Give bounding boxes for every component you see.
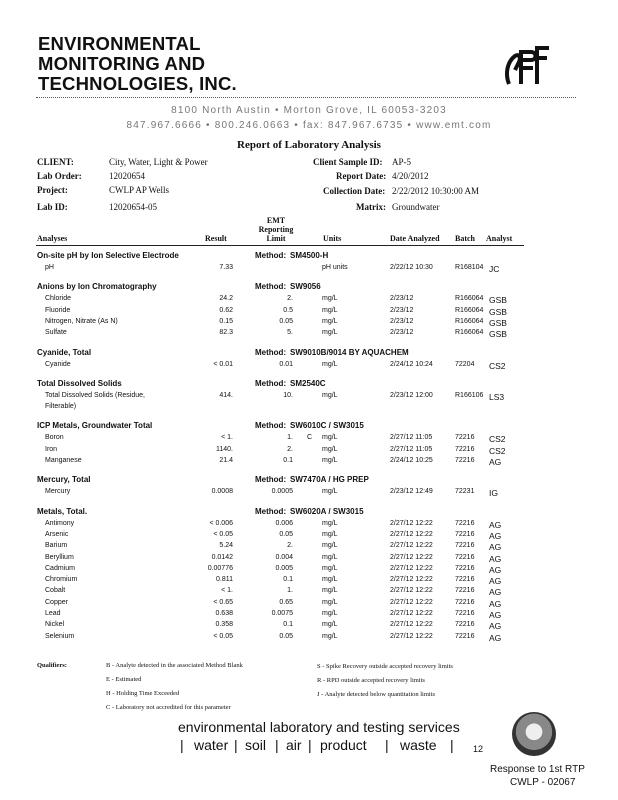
table-row xyxy=(0,531,618,543)
company-name-line3: TECHNOLOGIES, INC. xyxy=(38,73,237,94)
col-limit: Limit xyxy=(266,234,286,243)
batch-id: 72216 xyxy=(455,632,475,640)
table-row xyxy=(0,488,618,500)
analyte-name: Copper xyxy=(45,598,68,606)
date-analyzed: 2/23/12 12:00 xyxy=(390,391,433,399)
batch-id: 72216 xyxy=(455,610,475,617)
analyte-name: Lead xyxy=(45,610,61,617)
company-contact: 847.967.6666 • 800.246.0663 • fax: 847.967.6735 • www.emt.com xyxy=(126,120,492,131)
table-row xyxy=(0,520,618,532)
units-value: mg/L xyxy=(322,519,338,527)
response-note: Response to 1st RTP xyxy=(490,764,585,775)
qualifier-c: C - Laboratory not accredited for this parameter xyxy=(106,704,231,711)
batch-id: 72216 xyxy=(455,457,475,464)
lab-id-value: 12020654-05 xyxy=(109,202,157,212)
analyte-name: Chromium xyxy=(45,576,78,584)
method-label: Method: xyxy=(255,378,287,388)
analyst-code: CS2 xyxy=(489,360,506,371)
result-value: < 1. xyxy=(221,434,233,442)
analyte-name: Total Dissolved Solids (Residue, xyxy=(45,391,145,399)
service-waste: waste xyxy=(400,737,437,753)
units-value: mg/L xyxy=(322,587,338,595)
date-analyzed: 2/23/12 xyxy=(390,329,414,337)
reporting-limit: 0.1 xyxy=(283,621,293,629)
batch-id: 72216 xyxy=(455,542,475,550)
batch-id: 72216 xyxy=(455,587,475,595)
col-analyst: Analyst xyxy=(486,234,513,243)
report-date-label: Report Date: xyxy=(336,171,387,181)
qualifier-r: R - RPD outside accepted recovery limits xyxy=(317,677,425,684)
method-value: SM4500-H xyxy=(290,251,329,260)
batch-id: R166064 xyxy=(455,317,484,325)
table-row xyxy=(0,446,618,458)
analyte-name: Sulfate xyxy=(45,329,67,337)
divider-bar: | xyxy=(308,737,312,753)
qualifier-h: H - Holding Time Exceeded xyxy=(106,690,180,697)
col-analyses: Analyses xyxy=(37,234,68,243)
analyte-name: Mercury xyxy=(45,488,71,496)
batch-id: 72216 xyxy=(455,621,475,629)
analyst-code: GSB xyxy=(489,295,507,306)
result-value: < 1. xyxy=(221,587,233,595)
units-value: mg/L xyxy=(322,360,338,368)
units-value: mg/L xyxy=(322,306,338,314)
analyte-name: Barium xyxy=(45,542,68,550)
analyte-name: Nickel xyxy=(45,621,65,629)
page-number: 12 xyxy=(473,744,484,754)
units-value: mg/L xyxy=(322,610,338,617)
result-value: 82.3 xyxy=(219,329,233,337)
reporting-limit: 0.5 xyxy=(283,306,293,314)
project-value: CWLP AP Wells xyxy=(109,185,169,195)
table-row xyxy=(0,329,618,341)
table-row xyxy=(0,599,618,611)
services-bar xyxy=(180,737,456,753)
service-soil: soil xyxy=(245,737,267,753)
reporting-limit: 2. xyxy=(287,542,293,550)
matrix-label: Matrix: xyxy=(356,202,386,212)
table-row xyxy=(0,392,618,404)
analyte-name: Selenium xyxy=(45,632,75,640)
method-value: SW7470A / HG PREP xyxy=(290,475,369,485)
table-row xyxy=(0,295,618,307)
analyte-name: Chloride xyxy=(45,295,72,303)
reporting-limit: 0.1 xyxy=(283,457,293,464)
reporting-limit: 0.05 xyxy=(279,317,293,325)
client-sample-id-value: AP-5 xyxy=(392,157,412,167)
batch-id: 72231 xyxy=(455,488,475,496)
analyst-code: GSB xyxy=(489,317,507,328)
analyst-code: GSB xyxy=(489,329,507,340)
section-heading: Total Dissolved Solids xyxy=(37,378,122,388)
batch-id: R166064 xyxy=(455,306,484,314)
table-row xyxy=(0,610,618,622)
date-analyzed: 2/24/12 10:24 xyxy=(390,360,433,368)
service-water: water xyxy=(194,737,229,753)
col-reporting: Reporting xyxy=(258,225,294,234)
date-analyzed: 2/27/12 12:22 xyxy=(390,542,433,550)
collection-date-value: 2/22/2012 10:30:00 AM xyxy=(392,186,480,196)
method-label: Method: xyxy=(255,347,287,357)
collection-date-label: Collection Date: xyxy=(323,186,386,196)
service-air: air xyxy=(286,737,302,753)
units-value: mg/L xyxy=(322,391,338,399)
date-analyzed: 2/27/12 11:05 xyxy=(390,434,433,442)
result-value: < 0.65 xyxy=(213,598,233,606)
batch-id: 72204 xyxy=(455,360,475,368)
result-value: 0.358 xyxy=(215,621,233,629)
divider-bar: | xyxy=(180,737,184,753)
analyst-code: CS2 xyxy=(489,445,506,456)
qualifier-e: E - Estimated xyxy=(106,676,142,683)
qualifier-b: B - Analyte detected in the associated Method Blank xyxy=(106,662,243,669)
table-row xyxy=(0,576,618,588)
analyst-code: JC xyxy=(489,264,500,274)
result-value: 414. xyxy=(219,391,233,399)
project-label: Project: xyxy=(37,185,68,195)
reporting-limit: 0.006 xyxy=(275,519,293,527)
date-analyzed: 2/27/12 12:22 xyxy=(390,610,433,617)
batch-id: 72216 xyxy=(455,553,475,561)
analyst-code: AG xyxy=(489,576,502,587)
matrix-value: Groundwater xyxy=(392,202,440,212)
result-value: 0.0142 xyxy=(211,553,233,561)
result-value: 24.2 xyxy=(219,295,233,303)
units-value: mg/L xyxy=(322,576,338,584)
section-heading: Anions by Ion Chromatography xyxy=(37,282,157,292)
table-row xyxy=(0,565,618,577)
analyte-name: Cadmium xyxy=(45,564,75,572)
lab-id-label: Lab ID: xyxy=(37,202,68,212)
reporting-limit: 2. xyxy=(287,295,293,303)
method-value: SW9056 xyxy=(290,282,321,292)
units-value: mg/L xyxy=(322,553,338,561)
lab-order-label: Lab Order: xyxy=(37,171,82,181)
date-analyzed: 2/27/12 12:22 xyxy=(390,621,433,629)
method-value: SW6010C / SW3015 xyxy=(290,421,364,431)
result-value: 1140. xyxy=(216,445,233,453)
analyst-code: AG xyxy=(489,553,502,564)
batch-id: 72216 xyxy=(455,519,475,527)
result-value: 0.62 xyxy=(219,306,233,314)
date-analyzed: 2/27/12 12:22 xyxy=(390,598,433,606)
units-value: pH units xyxy=(322,264,348,271)
date-analyzed: 2/23/12 xyxy=(390,306,414,314)
reporting-limit: 0.05 xyxy=(279,530,293,538)
units-value: mg/L xyxy=(322,329,338,337)
analyte-name: pH xyxy=(45,264,54,271)
reporting-limit: 0.0075 xyxy=(271,610,293,617)
col-emt: EMT xyxy=(266,216,286,225)
table-row xyxy=(0,633,618,645)
date-analyzed: 2/23/12 12:49 xyxy=(390,488,433,496)
units-value: mg/L xyxy=(322,434,338,442)
analyte-name: Nitrogen, Nitrate (As N) xyxy=(45,317,118,325)
table-row xyxy=(0,307,618,319)
date-analyzed: 2/23/12 xyxy=(390,317,414,325)
method-label: Method: xyxy=(255,251,287,260)
date-analyzed: 2/27/12 12:22 xyxy=(390,576,433,584)
analyte-name: Antimony xyxy=(45,519,75,527)
service-product: product xyxy=(320,737,367,753)
table-row xyxy=(0,457,618,469)
divider-bar: | xyxy=(385,737,389,753)
qualifiers-label: Qualifiers: xyxy=(37,662,67,669)
analyte-name: Fluoride xyxy=(45,306,71,314)
company-address: 8100 North Austin • Morton Grove, IL 60053-3203 xyxy=(171,105,447,116)
analyst-code: AG xyxy=(489,542,502,553)
analyte-name: Arsenic xyxy=(45,530,69,538)
analyst-code: AG xyxy=(489,457,502,467)
batch-id: R166064 xyxy=(455,329,484,337)
table-header-rule xyxy=(36,245,524,246)
client-value: City, Water, Light & Power xyxy=(109,157,208,167)
table-row xyxy=(0,434,618,446)
table-row xyxy=(0,318,618,330)
company-name xyxy=(38,34,237,94)
analyst-code: AG xyxy=(489,621,502,632)
reporting-limit: 1. xyxy=(287,434,293,442)
table-row xyxy=(0,621,618,633)
result-value: 0.15 xyxy=(219,317,233,325)
batch-id: 72216 xyxy=(455,530,475,538)
units-value: mg/L xyxy=(322,530,338,538)
divider-bar: | xyxy=(275,737,279,753)
qualifier-s: S - Spike Recovery outside accepted recovery limits xyxy=(317,663,453,670)
units-value: mg/L xyxy=(322,317,338,325)
services-tagline: environmental laboratory and testing services xyxy=(178,719,460,735)
units-value: mg/L xyxy=(322,295,338,303)
batch-id: R168104 xyxy=(455,264,484,271)
table-row xyxy=(0,361,618,373)
client-label: CLIENT: xyxy=(37,157,74,167)
reporting-limit: 0.05 xyxy=(279,632,293,640)
batch-id: 72216 xyxy=(455,564,475,572)
col-units: Units xyxy=(323,234,342,243)
method-label: Method: xyxy=(255,421,287,431)
reporting-limit: 2. xyxy=(287,445,293,453)
analyte-name: Iron xyxy=(45,445,58,453)
divider-bar: | xyxy=(450,737,454,753)
reporting-limit: 0.004 xyxy=(275,553,293,561)
date-analyzed: 2/27/12 12:22 xyxy=(390,564,433,572)
analyte-name: Cyanide xyxy=(45,360,71,368)
report-date-value: 4/20/2012 xyxy=(392,171,429,181)
reporting-limit: 10. xyxy=(283,391,293,399)
result-value: 0.0008 xyxy=(211,488,233,496)
method-value: SW9010B/9014 BY AQUACHEM xyxy=(290,347,409,357)
batch-id: 72216 xyxy=(455,445,475,453)
result-value: < 0.01 xyxy=(213,360,233,368)
units-value: mg/L xyxy=(322,457,338,464)
result-value: < 0.006 xyxy=(209,519,233,527)
method-label: Method: xyxy=(255,282,287,292)
result-value: 0.638 xyxy=(215,610,233,617)
analyst-code: AG xyxy=(489,598,502,609)
date-analyzed: 2/27/12 12:22 xyxy=(390,530,433,538)
date-analyzed: 2/27/12 11:05 xyxy=(390,445,433,453)
analyte-name: Boron xyxy=(45,434,64,442)
section-heading: ICP Metals, Groundwater Total xyxy=(37,421,153,431)
reporting-limit: 0.005 xyxy=(275,564,293,572)
table-row xyxy=(0,554,618,566)
section-heading: On-site pH by Ion Selective Electrode xyxy=(37,251,179,260)
date-analyzed: 2/24/12 10:25 xyxy=(390,457,433,464)
reporting-limit: 1. xyxy=(287,587,293,595)
section-heading: Cyanide, Total xyxy=(37,347,92,357)
table-row xyxy=(0,264,618,276)
batch-id: R166106 xyxy=(455,391,484,399)
document-id: CWLP - 02067 xyxy=(510,777,576,788)
col-date-analyzed: Date Analyzed xyxy=(390,234,440,243)
result-value: < 0.05 xyxy=(213,632,233,640)
col-batch: Batch xyxy=(455,234,475,243)
client-sample-id-label: Client Sample ID: xyxy=(313,157,383,167)
analyst-code: AG xyxy=(489,610,502,620)
batch-id: R166064 xyxy=(455,295,484,303)
analyst-code: GSB xyxy=(489,306,507,317)
analyst-code: AG xyxy=(489,519,502,530)
batch-id: 72216 xyxy=(455,598,475,606)
analyst-code: CS2 xyxy=(489,434,506,445)
analyst-code: IG xyxy=(489,488,498,499)
result-value: 21.4 xyxy=(219,457,233,464)
table-row-continuation xyxy=(0,403,618,415)
units-value: mg/L xyxy=(322,488,338,496)
section-heading: Mercury, Total xyxy=(37,475,91,485)
reporting-limit: 0.01 xyxy=(279,360,293,368)
units-value: mg/L xyxy=(322,632,338,640)
analyst-code: AG xyxy=(489,632,502,643)
section-heading: Metals, Total. xyxy=(37,506,88,516)
reporting-limit: 0.1 xyxy=(283,576,293,584)
divider-bar: | xyxy=(234,737,238,753)
report-title: Report of Laboratory Analysis xyxy=(237,139,381,151)
qualifier-flag: C xyxy=(307,434,313,442)
analyte-name: Cobalt xyxy=(45,587,66,595)
units-value: mg/L xyxy=(322,621,338,629)
col-result: Result xyxy=(205,234,227,243)
qualifier-j: J - Analyte detected below quantitation limits xyxy=(317,691,436,698)
emt-logo-icon xyxy=(503,44,553,88)
method-label: Method: xyxy=(255,506,287,516)
accreditation-seal-icon xyxy=(512,712,556,756)
result-value: < 0.05 xyxy=(213,530,233,538)
analyst-code: LS3 xyxy=(489,391,505,402)
analyst-code: AG xyxy=(489,564,502,575)
analyte-name-continued: Filterable) xyxy=(45,403,77,411)
table-row xyxy=(0,542,618,554)
units-value: mg/L xyxy=(322,564,338,572)
date-analyzed: 2/22/12 10:30 xyxy=(390,264,433,271)
analyst-code: AG xyxy=(489,587,502,598)
result-value: 5.24 xyxy=(219,542,233,550)
letterhead-divider xyxy=(36,97,576,98)
result-value: 0.00776 xyxy=(207,564,233,572)
company-name-line1: ENVIRONMENTAL xyxy=(38,33,201,54)
batch-id: 72216 xyxy=(455,434,475,442)
date-analyzed: 2/27/12 12:22 xyxy=(390,632,433,640)
units-value: mg/L xyxy=(322,598,338,606)
reporting-limit: 0.0005 xyxy=(271,488,293,496)
method-value: SM2540C xyxy=(290,378,326,388)
date-analyzed: 2/23/12 xyxy=(390,295,414,303)
reporting-limit: 5. xyxy=(287,329,293,337)
lab-order-value: 12020654 xyxy=(109,171,145,181)
analyst-code: AG xyxy=(489,530,502,541)
batch-id: 72216 xyxy=(455,576,475,584)
units-value: mg/L xyxy=(322,445,338,453)
analyte-name: Manganese xyxy=(45,457,82,464)
table-row xyxy=(0,587,618,599)
result-value: 0.811 xyxy=(216,576,233,584)
analyte-name: Beryllium xyxy=(45,553,74,561)
result-value: 7.33 xyxy=(219,264,233,271)
method-value: SW6020A / SW3015 xyxy=(290,506,364,516)
date-analyzed: 2/27/12 12:22 xyxy=(390,553,433,561)
reporting-limit: 0.65 xyxy=(279,598,293,606)
units-value: mg/L xyxy=(322,542,338,550)
company-name-line2: MONITORING AND xyxy=(38,53,206,74)
method-label: Method: xyxy=(255,475,287,485)
date-analyzed: 2/27/12 12:22 xyxy=(390,519,433,527)
date-analyzed: 2/27/12 12:22 xyxy=(390,587,433,595)
